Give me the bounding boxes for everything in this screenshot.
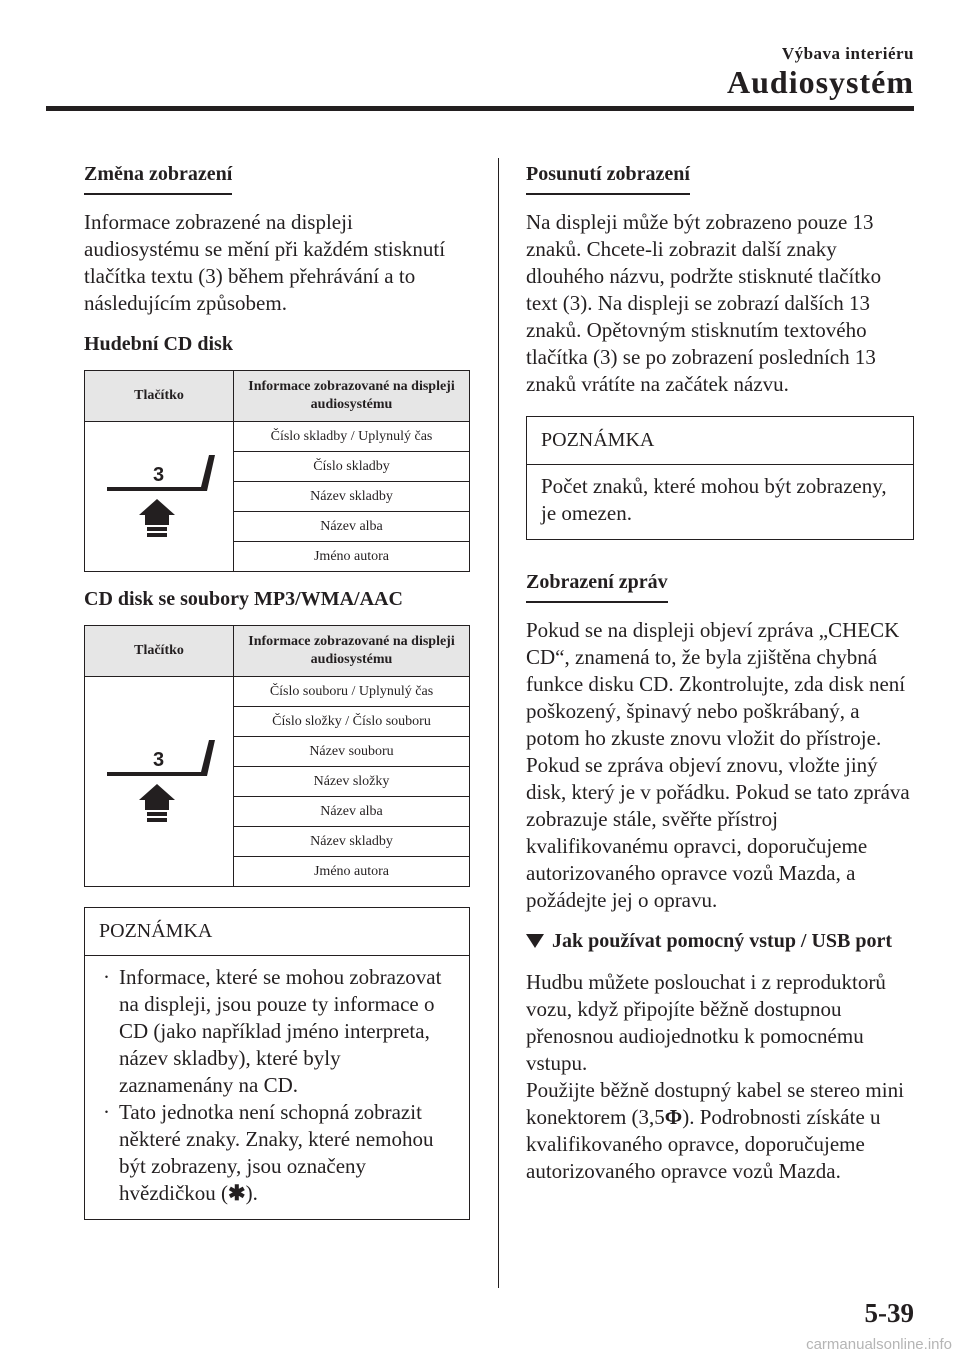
note-bullet: · Informace, které se mohou zobrazovat na displeji, jsou pouze ty informace o CD (jako například jméno interpreta, název skladby), které byly zaznamenány na CD. [99,964,455,1099]
table-head-info: Informace zobrazované na displeji audiosystému [234,371,470,422]
table-row [85,422,470,452]
header-rule [46,106,914,111]
table-cell: Název skladby [234,482,470,512]
text-button-graphic [103,734,215,830]
watermark: carmanualsonline.info [806,1336,952,1353]
page-number: 5-39 [864,1298,914,1328]
cd-table [84,370,470,572]
note-body: Počet znaků, které mohou být zobrazeny, je omezen. [541,474,887,525]
table-cell: Číslo složky / Číslo souboru [234,707,470,737]
section-heading-messages: Zobrazení zpráv [526,569,668,603]
note-title: POZNÁMKA [527,417,913,465]
table-cell: Číslo skladby [234,452,470,482]
header-title: Audiosystém [726,64,914,100]
table-cell: Číslo souboru / Uplynulý čas [234,677,470,707]
button-cell [85,422,234,572]
press-arrow-icon [139,784,175,822]
section-heading-display-change: Změna zobrazení [84,161,232,195]
scroll-paragraph: Na displeji může být zobrazeno pouze 13 znaků. Chcete-li zobrazit další znaky dlouhého názvu, podržte stisknuté tlačítko text (3). Na displeji se zobrazí dalších 13 znaků. Opětovným stisknutím textového tlačítka (3) se po zobrazení posledních 13 znaků vrátíte na začátek názvu. [526,210,882,396]
section-heading-scroll: Posunutí zobrazení [526,161,690,195]
aux-paragraph-2 [526,1077,914,1185]
asterisk-symbol-icon: ✱ [228,1181,246,1205]
note-title: POZNÁMKA [85,908,469,956]
header-subtitle: Výbava interiéru [781,44,914,63]
aux-paragraph-1: Hudbu můžete poslouchat i z reproduktorů vozu, když připojíte běžně dostupnou přenosnou audiojednotku k pomocnému vstupu. [526,970,886,1075]
text-button-graphic [103,449,215,545]
table-row [85,677,470,707]
right-column [526,160,914,1185]
table-cell: Název alba [234,797,470,827]
button-number: 3 [153,463,165,486]
column-divider [498,158,499,1288]
note-bullet-text: Tato jednotka není schopná zobrazit některé znaky. Znaky, které nemohou být zobrazeny, jsou označeny hvězdičkou ( [119,1100,434,1205]
note-box-right [526,416,914,540]
table-head-button: Tlačítko [85,371,234,422]
table-cell: Název skladby [234,827,470,857]
button-number: 3 [153,748,165,771]
table-cell: Jméno autora [234,857,470,887]
table-header-row [85,371,470,422]
table-head-info: Informace zobrazované na displeji audiosystému [234,626,470,677]
mp3-subheading: CD disk se soubory MP3/WMA/AAC [84,588,403,610]
note-bullet [99,1099,455,1207]
button-cell [85,677,234,887]
table-head-button: Tlačítko [85,626,234,677]
aux-text-b: ). Podrobnosti získáte u kvalifikovaného opravce, doporučujeme autorizovaného opravce vozů Mazda. [526,1105,881,1183]
cd-subheading: Hudební CD disk [84,333,233,355]
messages-paragraph: Pokud se na displeji objeví zpráva „CHECK CD“, znamená to, že byla zjištěna chybná funkce disku CD. Zkontrolujte, zda disk není poškozený, špinavý nebo poškrábaný, a potom ho zkuste znovu vložit do přístroje. Pokud se zpráva objeví znovu, vložte jiný disk, který je v pořádku. Pokud se tato zpráva zobrazuje stále, svěřte přístroj kvalifikovanému opravci, doporučujeme autorizovaného opravce vozů Mazda, a požádejte jej o opravu. [526,618,910,912]
mp3-table [84,625,470,887]
table-header-row [85,626,470,677]
diameter-symbol-icon: Φ [664,1105,683,1129]
left-column [84,160,469,1220]
aux-heading-text: Jak používat pomocný vstup / USB port [552,930,893,952]
table-cell: Název souboru [234,737,470,767]
aux-heading [526,928,914,955]
aux-text-a: Použijte běžně dostupný kabel se stereo mini konektorem (3,5 [526,1078,904,1129]
note-bullet-end: ). [245,1181,258,1205]
press-arrow-icon [139,499,175,537]
note-body [85,956,469,1219]
intro-paragraph: Informace zobrazené na displeji audiosystému se mění při každém stisknutí tlačítka textu (3) během přehrávání a to následujícím způsobem. [84,210,446,315]
note-box-left [84,907,470,1220]
triangle-bullet-icon [526,934,544,948]
table-cell: Název složky [234,767,470,797]
table-cell: Název alba [234,512,470,542]
table-cell: Číslo skladby / Uplynulý čas [234,422,470,452]
table-cell: Jméno autora [234,542,470,572]
